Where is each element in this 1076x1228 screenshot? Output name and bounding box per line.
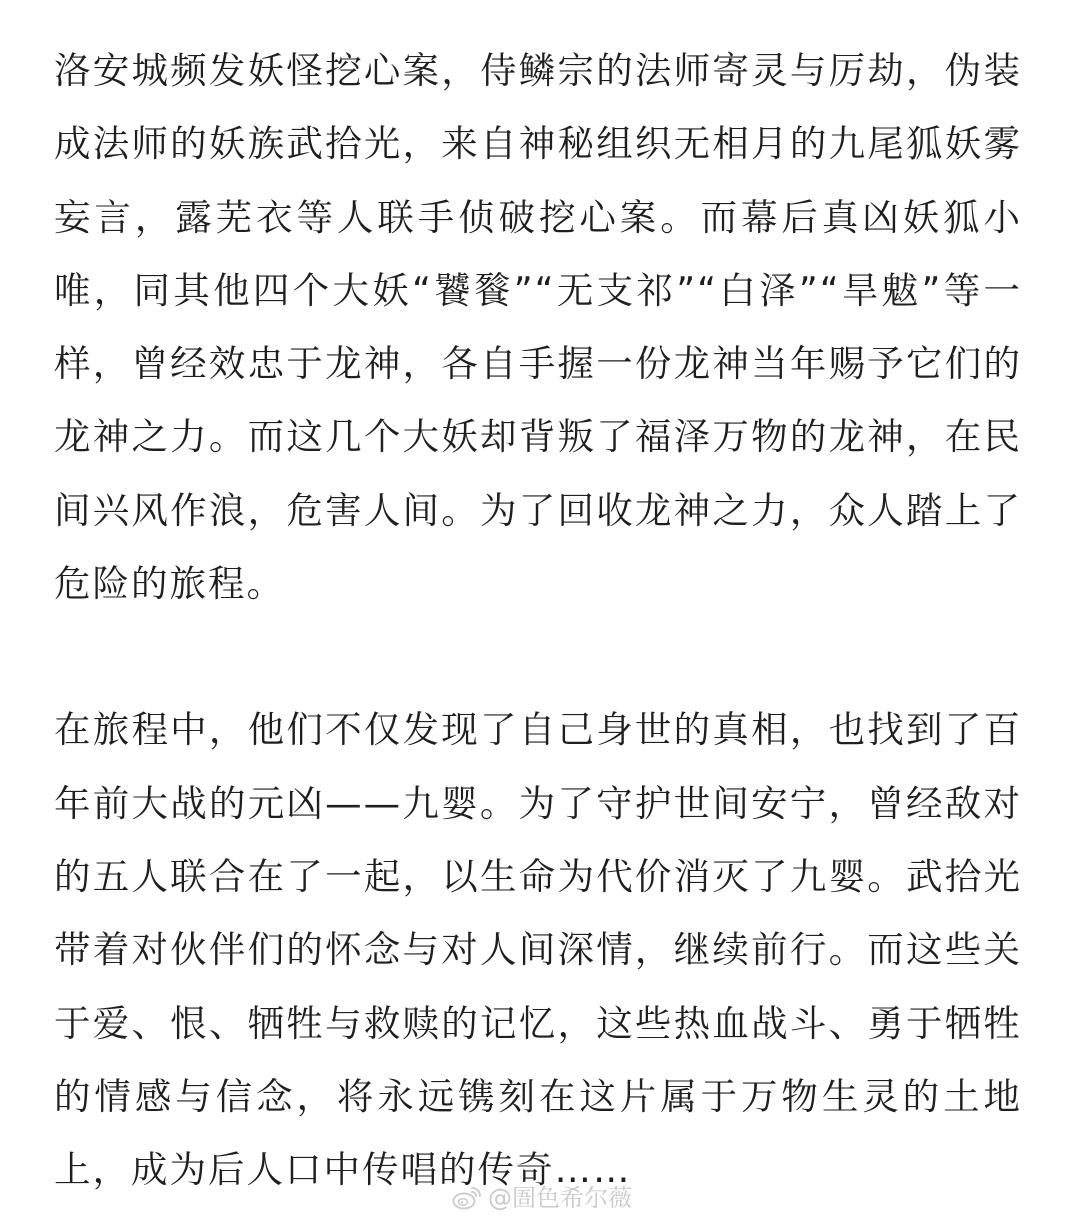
watermark [452,1183,632,1213]
paragraph-2: 在旅程中，他们不仅发现了自己身世的真相，也找到了百年前大战的元凶——九婴。为了守护世间安宁，曾经敌对的五人联合在了一起，以生命为代价消灭了九婴。武拾光带着对伙伴们的怀念与对人间深情，继续前行。而这些关于爱、恨、牺牲与救赎的记忆，这些热血战斗、勇于牺牲的情感与信念，将永远镌刻在这片属于万物生灵的土地上，成为后人口中传唱的传奇…… [54,708,1022,1192]
paragraph-1: 洛安城频发妖怪挖心案，侍鳞宗的法师寄灵与厉劫，伪装成法师的妖族武拾光，来自神秘组织无相月的九尾狐妖雾妄言，露芜衣等人联手侦破挖心案。而幕后真凶妖狐小唯，同其他四个大妖“饕餮”“无支祁”“白泽”“旱魃”等一样，曾经效忠于龙神，各自手握一份龙神当年赐予它们的龙神之力。而这几个大妖却背叛了福泽万物的龙神，在民间兴风作浪，危害人间。为了回收龙神之力，众人踏上了危险的旅程。 [54,49,1022,606]
article-body [54,34,1022,1206]
weibo-icon [452,1185,482,1211]
watermark-text: @圄色希尔薇 [488,1184,632,1212]
